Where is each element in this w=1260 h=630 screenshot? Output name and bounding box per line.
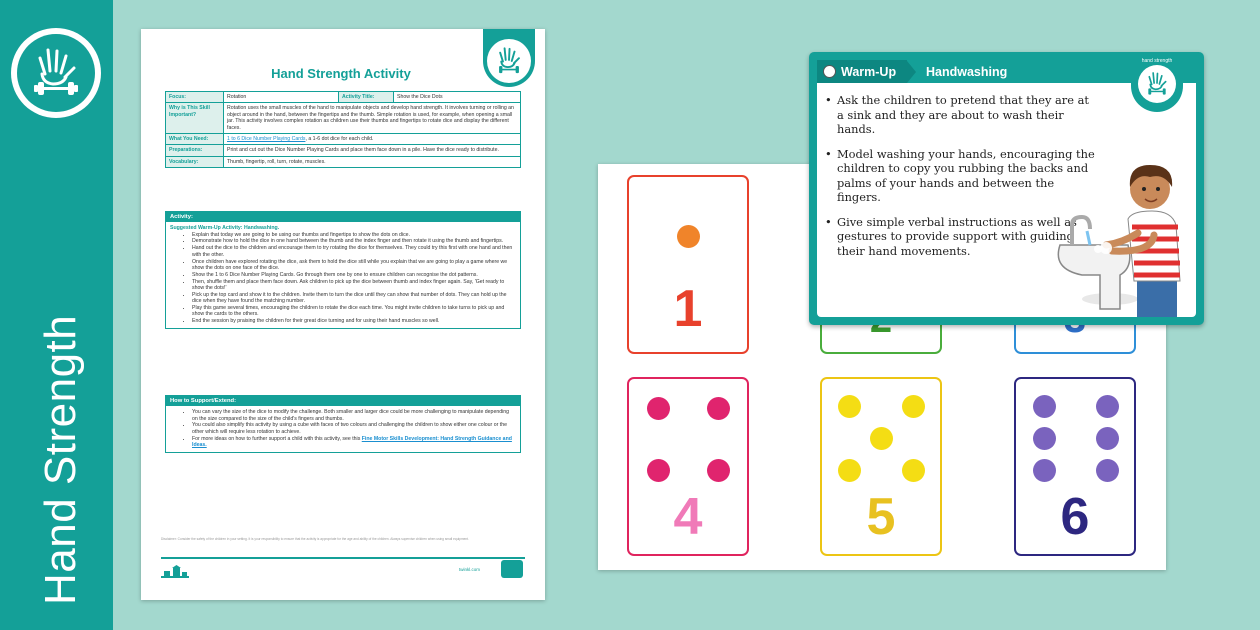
dice-dot [1096, 395, 1119, 418]
dice-dot [902, 459, 925, 482]
table-row [166, 134, 520, 145]
list-item: • Show the 1 to 6 Dice Number Playing Cards. Go through them one by one to ensure children can recognise the dot patterns. [192, 272, 516, 278]
list-item: • You could also simplify this activity by using a cube with faces of two colours and challenging the children to show either one colour or the other which will require less rotation to achieve. [192, 422, 516, 435]
dice-card-5 [820, 377, 942, 556]
warmup-tag: Warm-Up [841, 64, 897, 79]
list-item: • Play this game several times, encouraging the children to rotate the dice each time. You might invite children to take turns to pick up and show the cards to the others. [192, 305, 516, 318]
list-item [192, 436, 516, 449]
list-text: For more ideas on how to further support a child with this activity, see this [192, 435, 362, 442]
section-heading: How to Support/Extend: [166, 396, 520, 406]
table-label: Why is This Skill Important? [166, 103, 224, 133]
list-item: • Hand out the dice to the children and encourage them to try rotating the dice for themselves. They could try this first with one hand and then with the other. [192, 245, 516, 258]
list-item: • Then, shuffle them and place them face down. Ask children to pick up the dice between thumb and index finger again. Say, 'Get ready to show the dots!' [192, 279, 516, 292]
circle-icon [823, 65, 836, 78]
list-item: • Ask the children to pretend that they are at a sink and they are about to wash their hands. [823, 93, 1098, 137]
dice-dot [902, 395, 925, 418]
list-item: • Give simple verbal instructions as well as gestures to provide support with guiding their hand movements. [823, 215, 1098, 259]
card-number: 5 [866, 488, 896, 546]
warmup-body [817, 83, 1196, 317]
twinkl-logo [501, 560, 523, 578]
info-table [165, 91, 521, 168]
warmup-card [809, 52, 1204, 325]
activity-section [165, 211, 521, 329]
dice-dot [677, 225, 700, 248]
dice-card-6 [1014, 377, 1136, 556]
table-row [166, 103, 520, 134]
badge-label: hand strength [1141, 58, 1173, 64]
table-text: , a 1-6 dot dice for each child. [305, 136, 374, 143]
table-value [224, 134, 520, 144]
dice-dot [647, 397, 670, 420]
support-section [165, 395, 521, 453]
sidebar-title: Hand Strength [36, 314, 85, 605]
list-item: • Pick up the top card and show it to the children. Invite them to turn the dice until they can show that number of dots. They can hold up the dice when they have found the matching number. [192, 292, 516, 305]
dice-dot [647, 459, 670, 482]
activity-document [141, 29, 545, 600]
hand-dumbbell-icon [11, 28, 101, 118]
disclaimer: Disclaimer: Consider the safety of the children in your setting. It is your responsibility to ensure that the activity is appropriate for the age and ability of the children. Always supervise children when using small equipment. [161, 537, 469, 541]
table-label: Vocabulary: [166, 157, 224, 167]
table-value: Thumb, fingertip, roll, turn, rotate, muscles. [227, 158, 326, 165]
dice-dot [1033, 395, 1056, 418]
dice-dot [838, 395, 861, 418]
table-label: Activity Title: [339, 92, 394, 102]
section-heading: Activity: [166, 212, 520, 222]
table-label: Focus: [166, 92, 224, 102]
card-number: 6 [1060, 488, 1090, 546]
list-item: • Explain that today we are going to be using our thumbs and fingertips to show the dots on dice. [192, 232, 516, 238]
sidebar [0, 0, 113, 630]
dice-card-1 [627, 175, 749, 354]
dice-dot [1033, 459, 1056, 482]
dice-dot [707, 397, 730, 420]
guidance-link[interactable]: Fine Motor Skills Development: Hand Strength Guidance and Ideas. [192, 435, 512, 448]
table-value: Show the Dice Dots [397, 94, 443, 100]
table-row [166, 145, 520, 156]
dice-dot [838, 459, 861, 482]
list-item: • You can vary the size of the dice to modify the challenge. Both smaller and larger dice could be more challenging to manipulate depending on the size compared to the size of the child's fingers and thumbs. [192, 409, 516, 422]
list-item: • End the session by praising the children for their great dice turning and for using their hand muscles so well. [192, 318, 516, 324]
table-label: What You Need: [166, 134, 224, 144]
warmup-title: Handwashing [926, 64, 1008, 79]
table-row [166, 92, 520, 103]
building-icon [161, 565, 189, 579]
boy-washing-hands-illustration [1042, 159, 1192, 319]
dice-dot [870, 427, 893, 450]
hand-strength-badge [1131, 56, 1183, 112]
table-value: Rotation uses the small muscles of the hand to manipulate objects and develop hand strength. It involves turning or rolling an object around in the hand, between the fingertips and the thumb. Simple rotation is used, for example, when opening a small jar. This activity involves complex rotation as children use their thumbs and fingertips to rotate dice and display the different faces. [227, 105, 514, 131]
dice-dot [1033, 427, 1056, 450]
dice-dot [707, 459, 730, 482]
dice-dot [1096, 459, 1119, 482]
footer-url[interactable]: twinkl.com [459, 567, 481, 572]
dice-card-4 [627, 377, 749, 556]
card-number: 1 [673, 280, 703, 338]
document-title: Hand Strength Activity [271, 66, 411, 81]
table-label: Preparations: [166, 145, 224, 155]
list-item: • Demonstrate how to hold the dice in one hand between the thumb and the index finger and then rotate it using the thumb and fingertips. [192, 238, 516, 244]
chevron-right-icon [907, 61, 916, 83]
warmup-label: Suggested Warm-Up Activity: Handwashing. [170, 225, 280, 232]
table-row [166, 157, 520, 167]
hand-dumbbell-icon [1138, 65, 1176, 103]
list-item: • Once children have explored rotating the dice, ask them to hold the dice still while you explain that we are going to play a game where we show the dots on one face of the dice. [192, 259, 516, 272]
footer-divider [161, 557, 525, 559]
table-value: Print and cut out the Dice Number Playing Cards and place them face down in a pile. Have the dice ready to distribute. [227, 147, 499, 154]
card-number: 4 [673, 488, 703, 546]
table-value: Rotation [224, 92, 339, 102]
list-item: • Model washing your hands, encouraging the children to copy you rubbing the backs and palms of your hands and between the fingers. [823, 147, 1098, 205]
dice-dot [1096, 427, 1119, 450]
dice-cards-link[interactable]: 1 to 6 Dice Number Playing Cards [227, 136, 306, 143]
